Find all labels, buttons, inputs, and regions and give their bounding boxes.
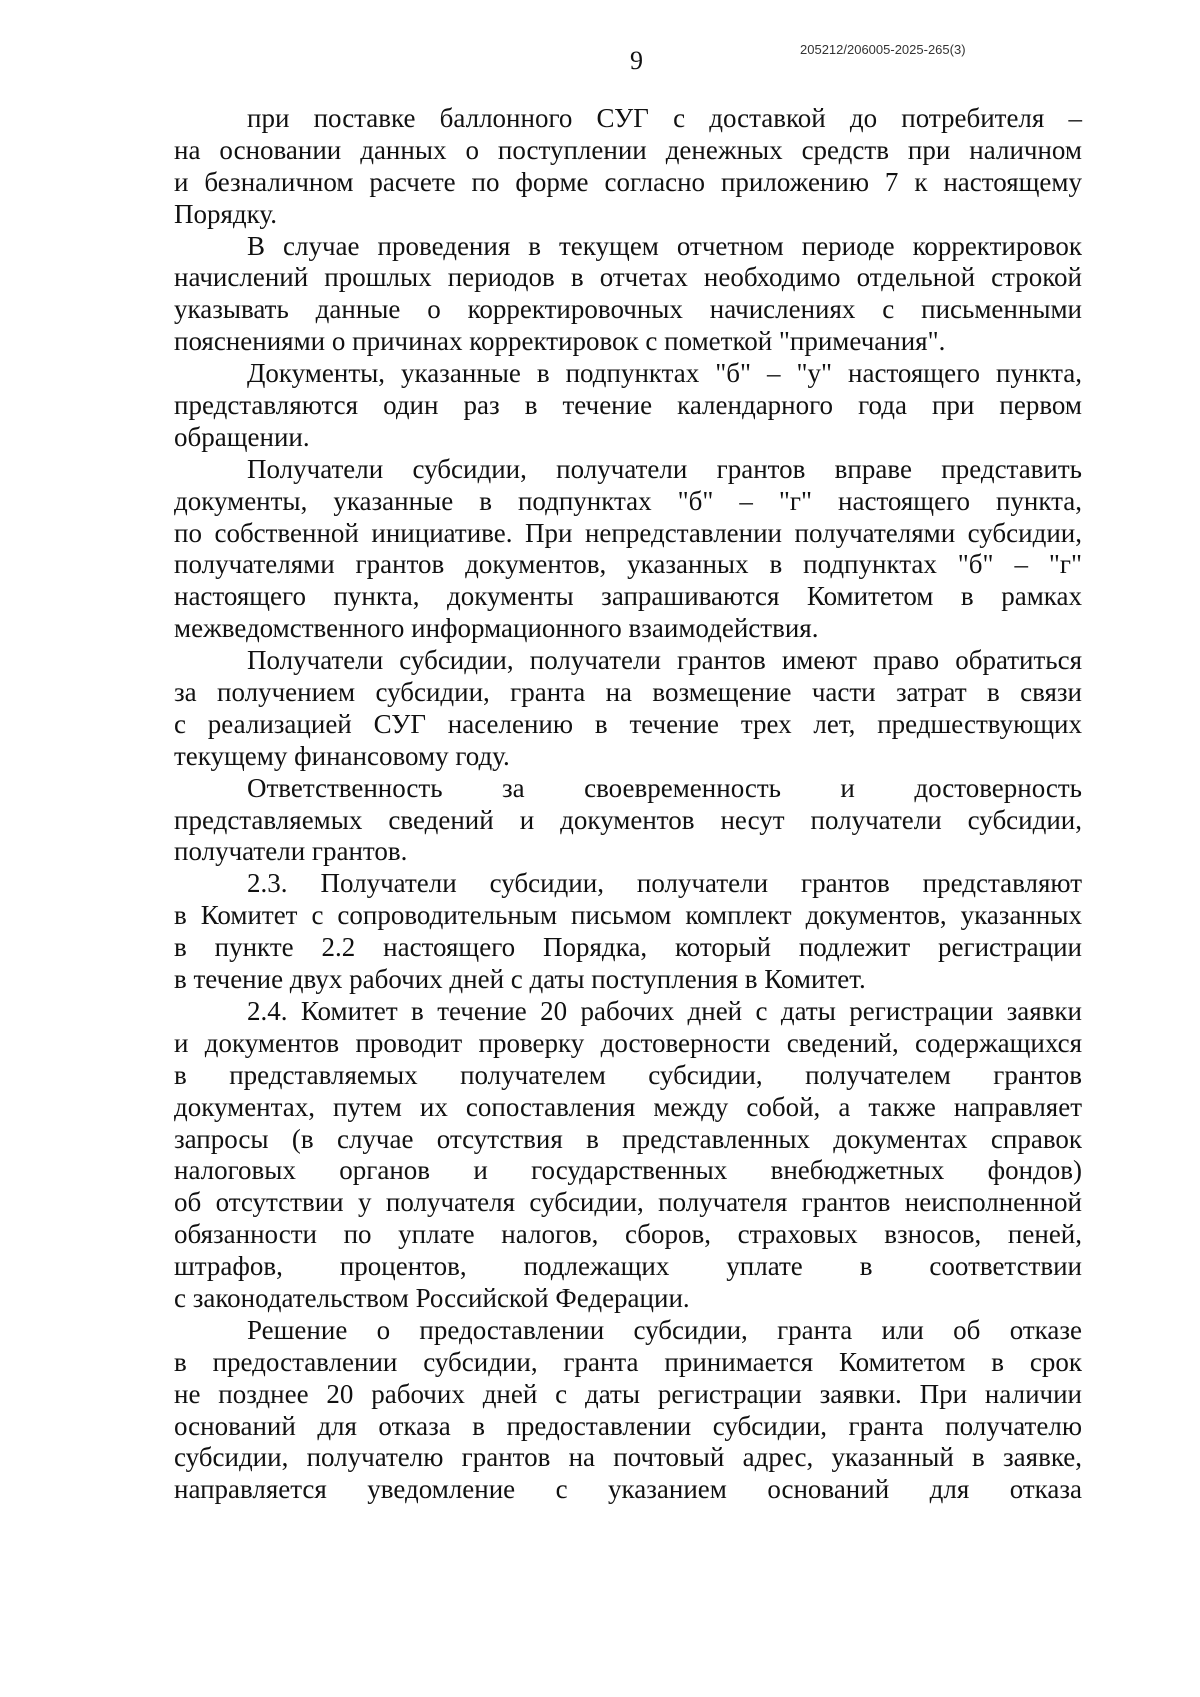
text-line: документах, путем их сопоставления между собой, а также направляет xyxy=(174,1091,1082,1122)
text-line: в предоставлении субсидии, гранта принимается Комитетом в срок xyxy=(174,1346,1082,1377)
text-line: документы, указанные в подпунктах "б" – "г" настоящего пункта, xyxy=(174,485,1082,516)
text-line: не позднее 20 рабочих дней с даты регистрации заявки. При наличии xyxy=(174,1378,1082,1409)
text-line: представляются один раз в течение календарного года при первом xyxy=(174,390,1082,421)
text-line: запросы (в случае отсутствия в представленных документах справок xyxy=(174,1123,1082,1154)
text-line: по собственной инициативе. При непредставлении получателями субсидии, xyxy=(174,517,1082,548)
text-line: в Комитет с сопроводительным письмом комплект документов, указанных xyxy=(174,900,1082,931)
text-line: получателями грантов документов, указанных в подпунктах "б" – "г" xyxy=(174,549,1082,580)
document-body xyxy=(174,103,1082,1506)
text-line: пояснениями о причинах корректировок с пометкой "примечания". xyxy=(174,326,946,357)
text-line: и документов проводит проверку достоверности сведений, содержащихся xyxy=(174,1027,1082,1058)
text-line: представляемых сведений и документов несут получатели субсидии, xyxy=(174,804,1082,835)
text-line: обращении. xyxy=(174,421,310,452)
text-line: получатели грантов. xyxy=(174,836,408,867)
text-line: указывать данные о корректировочных начислениях с письменными xyxy=(174,294,1082,325)
text-line: текущему финансовому году. xyxy=(174,740,510,771)
text-line: на основании данных о поступлении денежных средств при наличном xyxy=(174,134,1082,165)
text-line: штрафов, процентов, подлежащих уплате в соответствии xyxy=(174,1251,1082,1282)
text-line: Получатели субсидии, получатели грантов вправе представить xyxy=(247,453,1082,484)
text-line: с реализацией СУГ населению в течение трех лет, предшествующих xyxy=(174,708,1082,739)
text-line: Документы, указанные в подпунктах "б" – "у" настоящего пункта, xyxy=(247,358,1082,389)
text-line: и безналичном расчете по форме согласно приложению 7 к настоящему xyxy=(174,166,1082,197)
text-line: Решение о предоставлении субсидии, гранта или об отказе xyxy=(247,1314,1082,1345)
text-line: межведомственного информационного взаимодействия. xyxy=(174,613,819,644)
text-line: настоящего пункта, документы запрашиваются Комитетом в рамках xyxy=(174,581,1082,612)
text-line: обязанности по уплате налогов, сборов, страховых взносов, пеней, xyxy=(174,1219,1082,1250)
text-line: с законодательством Российской Федерации. xyxy=(174,1282,690,1313)
text-line: Ответственность за своевременность и достоверность xyxy=(247,772,1082,803)
text-line: в представляемых получателем субсидии, получателем грантов xyxy=(174,1059,1082,1090)
text-line: в течение двух рабочих дней с даты поступления в Комитет. xyxy=(174,964,866,995)
text-line: субсидии, получателю грантов на почтовый адрес, указанный в заявке, xyxy=(174,1442,1082,1473)
text-line: Получатели субсидии, получатели грантов имеют право обратиться xyxy=(247,645,1082,676)
text-line: в пункте 2.2 настоящего Порядка, который подлежит регистрации xyxy=(174,932,1082,963)
text-line: направляется уведомление с указанием оснований для отказа xyxy=(174,1474,1082,1505)
text-line: налоговых органов и государственных внебюджетных фондов) xyxy=(174,1155,1082,1186)
text-line: за получением субсидии, гранта на возмещение части затрат в связи xyxy=(174,677,1082,708)
text-line: начислений прошлых периодов в отчетах необходимо отдельной строкой xyxy=(174,262,1082,293)
document-code: 205212/206005-2025-265(3) xyxy=(800,42,966,57)
text-line: при поставке баллонного СУГ с доставкой до потребителя – xyxy=(247,103,1082,133)
page-number: 9 xyxy=(630,46,643,75)
text-line: оснований для отказа в предоставлении субсидии, гранта получателю xyxy=(174,1410,1082,1441)
text-line: 2.3. Получатели субсидии, получатели грантов представляют xyxy=(247,868,1082,899)
text-line: В случае проведения в текущем отчетном периоде корректировок xyxy=(247,230,1082,261)
text-line: Порядку. xyxy=(174,198,277,229)
text-line: об отсутствии у получателя субсидии, получателя грантов неисполненной xyxy=(174,1187,1082,1218)
text-line: 2.4. Комитет в течение 20 рабочих дней с даты регистрации заявки xyxy=(247,995,1082,1026)
